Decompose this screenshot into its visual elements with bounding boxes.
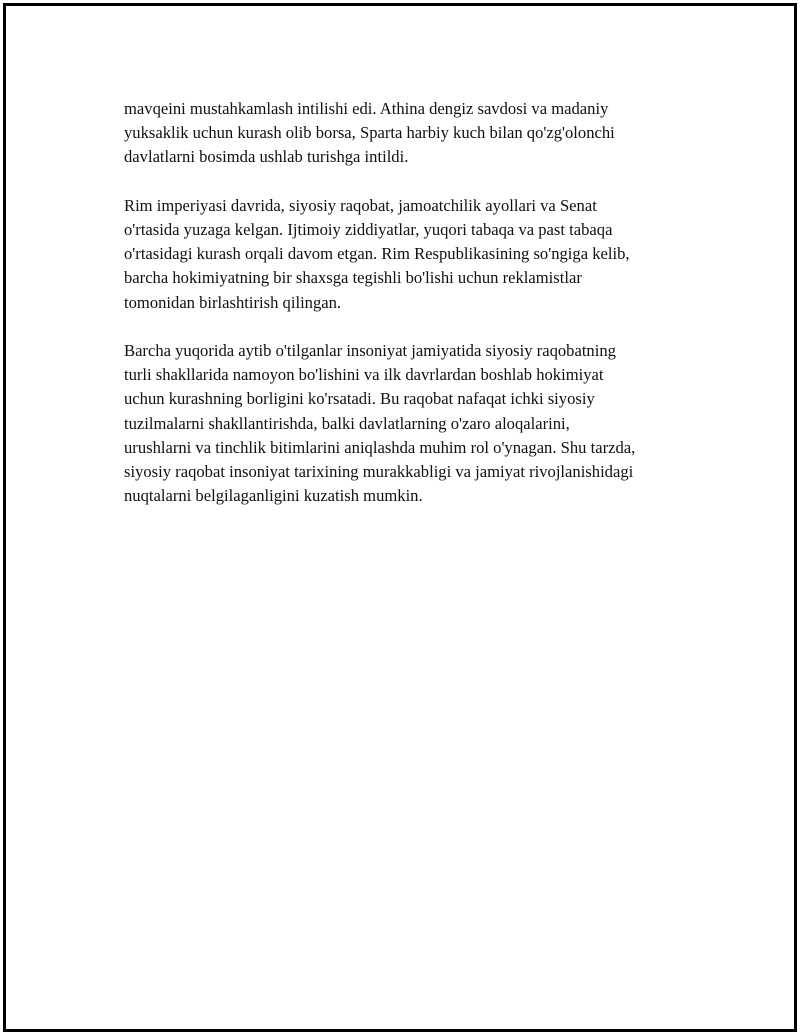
text-line: davlatlarni bosimda ushlab turishga intildi. [124,147,409,167]
text-line: nuqtalarni belgilaganligini kuzatish mumkin. [124,486,423,506]
text-line: mavqeini mustahkamlash intilishi edi. Athina dengiz savdosi va madaniy [124,99,609,118]
text-line: barcha hokimiyatning bir shaxsga tegishli bo'lishi uchun reklamistlar [124,268,582,288]
paragraph-3 [124,339,709,508]
text-line: o'rtasida yuzaga kelgan. Ijtimoiy ziddiyatlar, yuqori tabaqa va past tabaqa [124,220,613,239]
page-frame [3,3,797,1032]
text-line: turli shakllarida namoyon bo'lishini va ilk davrlardan boshlab hokimiyat [124,365,604,385]
document-body [124,97,709,533]
text-line: yuksaklik uchun kurash olib borsa, Sparta harbiy kuch bilan qo'zg'olonchi [124,123,615,143]
text-line: tuzilmalarni shakllantirishda, balki davlatlarning o'zaro aloqalarini, [124,413,570,433]
text-line: Barcha yuqorida aytib o'tilganlar insoniyat jamiyatida siyosiy raqobatning [124,341,616,360]
paragraph-1 [124,97,709,170]
paragraph-2 [124,194,709,315]
text-line: siyosiy raqobat insoniyat tarixining murakkabligi va jamiyat rivojlanishidagi [124,462,634,482]
text-line: o'rtasidagi kurash orqali davom etgan. Rim Respublikasining so'ngiga kelib, [124,244,630,264]
text-line: uchun kurashning borligini ko'rsatadi. Bu raqobat nafaqat ichki siyosiy [124,389,595,409]
text-line: urushlarni va tinchlik bitimlarini aniqlashda muhim rol o'ynagan. Shu tarzda, [124,437,636,457]
text-line: Rim imperiyasi davrida, siyosiy raqobat, jamoatchilik ayollari va Senat [124,195,597,215]
text-line: tomonidan birlashtirish qilingan. [124,292,342,312]
